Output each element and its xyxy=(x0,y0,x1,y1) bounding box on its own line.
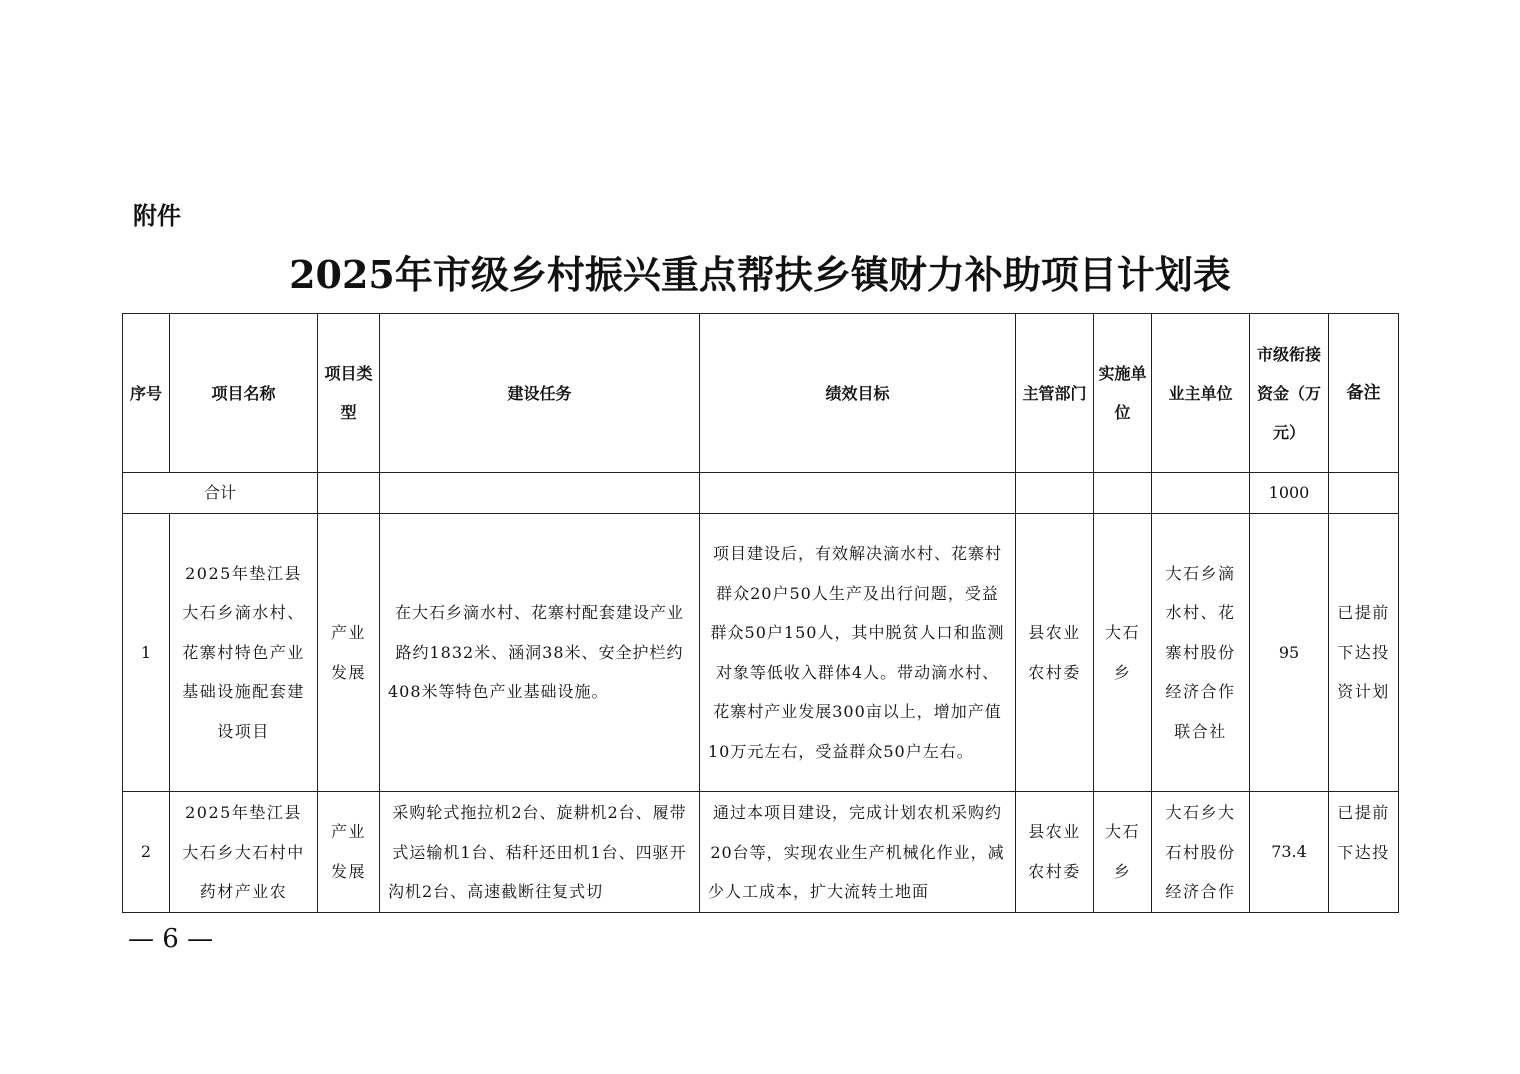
row-implementing-unit: 大石乡 xyxy=(1094,514,1152,792)
row-construction-task: 在大石乡滴水村、花寨村配套建设产业路约1832米、涵洞38米、安全护栏约408米等特色产业基础设施。 xyxy=(380,514,700,792)
row-index: 2 xyxy=(123,792,170,913)
total-cell-empty xyxy=(1329,473,1399,514)
row-implementing-unit: 大石乡 xyxy=(1094,792,1152,913)
page-number: — 6 — xyxy=(128,924,214,954)
row-remark: 已提前下达投资计划 xyxy=(1329,514,1399,792)
header-owner-unit: 业主单位 xyxy=(1152,314,1250,473)
row-managing-dept: 县农业农村委 xyxy=(1016,514,1094,792)
row-project-name: 2025年垫江县大石乡大石村中药材产业农 xyxy=(170,792,318,913)
total-cell-empty xyxy=(1152,473,1250,514)
total-cell-empty xyxy=(700,473,1016,514)
total-cell-empty xyxy=(1094,473,1152,514)
row-owner-unit: 大石乡大石村股份经济合作 xyxy=(1152,792,1250,913)
total-label: 合计 xyxy=(123,473,318,514)
row-owner-unit: 大石乡滴水村、花寨村股份经济合作联合社 xyxy=(1152,514,1250,792)
total-row xyxy=(123,473,1399,514)
row-remark: 已提前下达投 xyxy=(1329,792,1399,913)
total-cell-empty xyxy=(1016,473,1094,514)
row-performance-goal: 通过本项目建设，完成计划农机采购约20台等，实现农业生产机械化作业，减少人工成本，扩大流转土地面 xyxy=(700,792,1016,913)
row-project-type: 产业发展 xyxy=(318,792,380,913)
row-performance-goal: 项目建设后，有效解决滴水村、花寨村群众20户50人生产及出行问题，受益群众50户150人，其中脱贫人口和监测对象等低收入群体4人。带动滴水村、花寨村产业发展300亩以上，增加产值10万元左右，受益群众50户左右。 xyxy=(700,514,1016,792)
row-construction-task: 采购轮式拖拉机2台、旋耕机2台、履带式运输机1台、秸秆还田机1台、四驱开沟机2台、高速截断往复式切 xyxy=(380,792,700,913)
row-project-name: 2025年垫江县大石乡滴水村、花寨村特色产业基础设施配套建设项目 xyxy=(170,514,318,792)
header-performance-goal: 绩效目标 xyxy=(700,314,1016,473)
header-implementing-unit: 实施单位 xyxy=(1094,314,1152,473)
header-managing-dept: 主管部门 xyxy=(1016,314,1094,473)
header-construction-task: 建设任务 xyxy=(380,314,700,473)
total-cell-empty xyxy=(318,473,380,514)
table-row xyxy=(123,792,1399,913)
document-title: 2025年市级乡村振兴重点帮扶乡镇财力补助项目计划表 xyxy=(289,252,1231,297)
row-project-type: 产业发展 xyxy=(318,514,380,792)
header-remark-text: 备注 xyxy=(1346,383,1381,403)
header-funds: 市级衔接资金（万元） xyxy=(1250,314,1329,473)
header-remark xyxy=(1329,314,1399,473)
total-funds: 1000 xyxy=(1250,473,1329,514)
header-project-name: 项目名称 xyxy=(170,314,318,473)
total-cell-empty xyxy=(380,473,700,514)
header-index: 序号 xyxy=(123,314,170,473)
row-funds: 95 xyxy=(1250,514,1329,792)
attachment-label: 附件 xyxy=(133,202,181,230)
project-plan-table xyxy=(122,313,1399,913)
row-index: 1 xyxy=(123,514,170,792)
table-row xyxy=(123,514,1399,792)
table-header-row xyxy=(123,314,1399,473)
row-funds: 73.4 xyxy=(1250,792,1329,913)
header-project-type: 项目类型 xyxy=(318,314,380,473)
row-managing-dept: 县农业农村委 xyxy=(1016,792,1094,913)
